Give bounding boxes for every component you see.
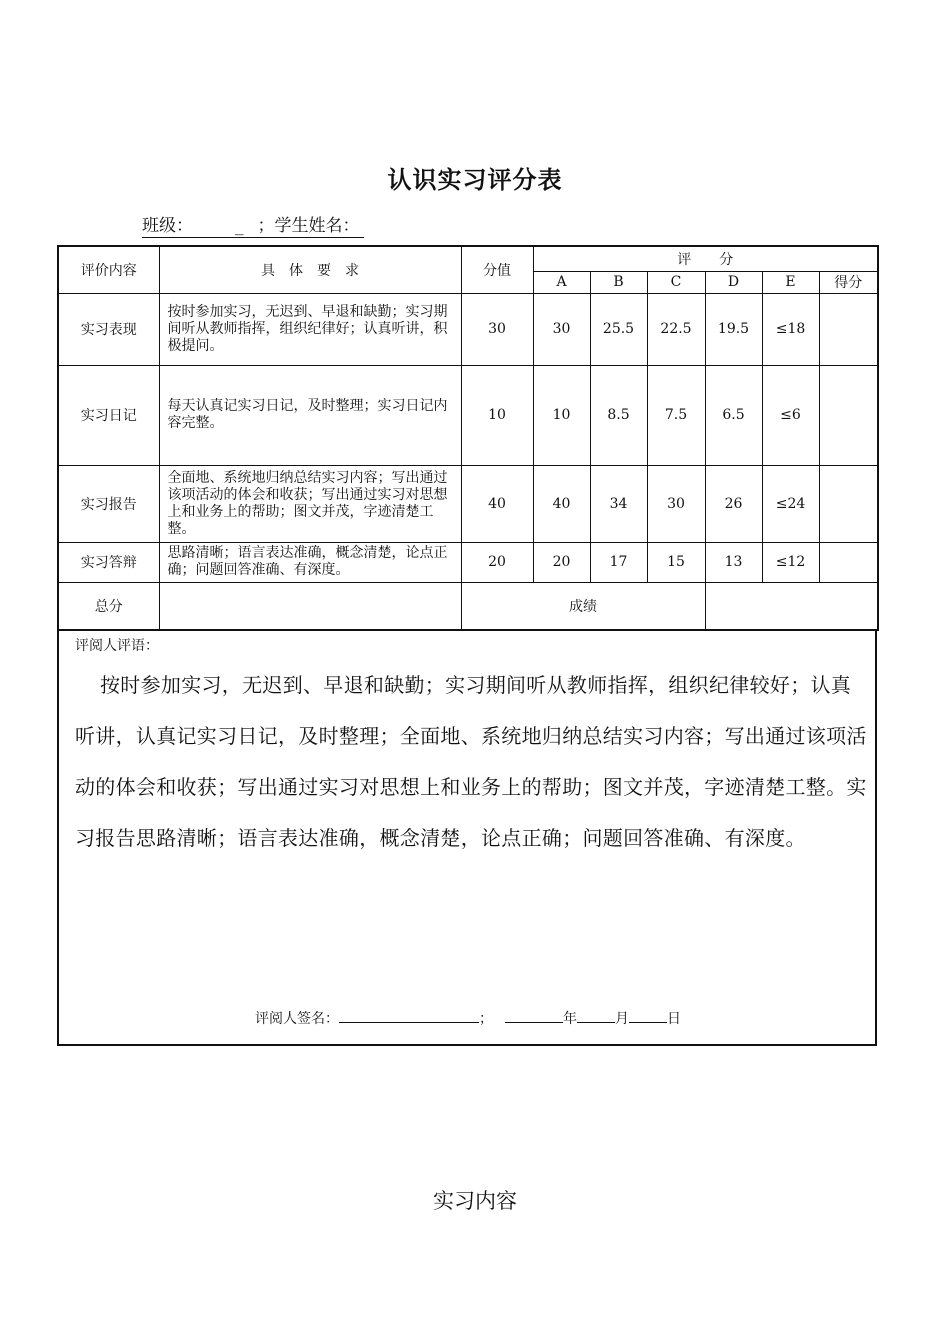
row-grade-b: 34 [590, 465, 647, 542]
row-grade-e: ≤18 [762, 293, 819, 365]
row-obtained[interactable] [819, 542, 878, 582]
month-label: 月 [615, 1011, 629, 1027]
row-grade-a: 40 [533, 465, 590, 542]
row-grade-d: 13 [705, 542, 762, 582]
row-requirement: 思路清晰；语言表达准确，概念清楚，论点正确；问题回答准确、有深度。 [159, 542, 461, 582]
row-score: 30 [461, 293, 533, 365]
row-grade-b: 17 [590, 542, 647, 582]
comment-text: 按时参加实习，无迟到、早退和缺勤；实习期间听从教师指挥，组织纪律较好；认真听讲，认真记实习日记，及时整理；全面地、系统地归纳总结实习内容；写出通过该项活动的体会和收获；写出通过实习对思想上和业务上的帮助；图文并茂，字迹清楚工整。实习报告思路清晰；语言表达准确，概念清楚，论点正确；问题回答准确、有深度。 [75, 673, 867, 850]
result-value[interactable] [705, 582, 878, 630]
row-item: 实习表现 [58, 293, 159, 365]
grade-b-header: B [590, 271, 647, 293]
month-blank[interactable] [577, 1008, 615, 1023]
student-name-label: 学生姓名： [274, 216, 360, 236]
row-grade-c: 7.5 [647, 365, 705, 465]
row-grade-d: 19.5 [705, 293, 762, 365]
grade-a-header: A [533, 271, 590, 293]
row-grade-e: ≤6 [762, 365, 819, 465]
result-label: 成绩 [461, 582, 705, 630]
row-requirement: 按时参加实习，无迟到、早退和缺勤；实习期间听从教师指挥，组织纪律好；认真听讲，积极提问。 [159, 293, 461, 365]
row-grade-d: 26 [705, 465, 762, 542]
day-blank[interactable] [629, 1008, 667, 1023]
row-grade-e: ≤12 [762, 542, 819, 582]
row-grade-b: 25.5 [590, 293, 647, 365]
table-row [58, 365, 878, 465]
row-score: 20 [461, 542, 533, 582]
class-value: _ [235, 216, 244, 236]
grade-e-header: E [762, 271, 819, 293]
row-obtained[interactable] [819, 465, 878, 542]
header-grading: 评 分 [533, 246, 878, 271]
row-grade-c: 30 [647, 465, 705, 542]
score-table [57, 245, 879, 631]
year-label: 年 [563, 1011, 577, 1027]
row-obtained[interactable] [819, 365, 878, 465]
obtained-header: 得分 [819, 271, 878, 293]
separator: ； [257, 216, 275, 236]
table-row [58, 465, 878, 542]
day-label: 日 [667, 1011, 681, 1027]
total-row [58, 582, 878, 630]
signature-line [255, 1008, 681, 1028]
year-blank[interactable] [505, 1008, 563, 1023]
row-score: 10 [461, 365, 533, 465]
table-row [58, 542, 878, 582]
row-requirement: 全面地、系统地归纳总结实习内容；写出通过该项活动的体会和收获；写出通过实习对思想上和业务上的帮助；图文并茂，字迹清楚工整。 [159, 465, 461, 542]
row-grade-b: 8.5 [590, 365, 647, 465]
row-grade-c: 15 [647, 542, 705, 582]
row-grade-a: 30 [533, 293, 590, 365]
row-grade-a: 10 [533, 365, 590, 465]
grade-d-header: D [705, 271, 762, 293]
table-row [58, 293, 878, 365]
comment-label: 评阅人评语： [75, 638, 159, 654]
row-requirement: 每天认真记实习日记，及时整理；实习日记内容完整。 [159, 365, 461, 465]
row-grade-d: 6.5 [705, 365, 762, 465]
sign-label: 评阅人签名： [255, 1011, 339, 1027]
row-score: 40 [461, 465, 533, 542]
row-item: 实习日记 [58, 365, 159, 465]
signature-blank[interactable] [339, 1008, 479, 1023]
total-label: 总分 [58, 582, 159, 630]
row-grade-c: 22.5 [647, 293, 705, 365]
section-title: 实习内容 [433, 1189, 517, 1213]
header-score: 分值 [461, 246, 533, 293]
sign-separator: ； [479, 1011, 493, 1027]
form-title: 认识实习评分表 [387, 165, 563, 194]
grade-c-header: C [647, 271, 705, 293]
row-item: 实习答辩 [58, 542, 159, 582]
total-value[interactable] [159, 582, 461, 630]
row-item: 实习报告 [58, 465, 159, 542]
reviewer-comment-box [57, 630, 877, 1046]
row-grade-a: 20 [533, 542, 590, 582]
row-grade-e: ≤24 [762, 465, 819, 542]
header-line [142, 211, 364, 238]
class-label: 班级： [142, 216, 193, 236]
header-requirement: 具 体 要 求 [159, 246, 461, 293]
row-obtained[interactable] [819, 293, 878, 365]
header-content: 评价内容 [58, 246, 159, 293]
